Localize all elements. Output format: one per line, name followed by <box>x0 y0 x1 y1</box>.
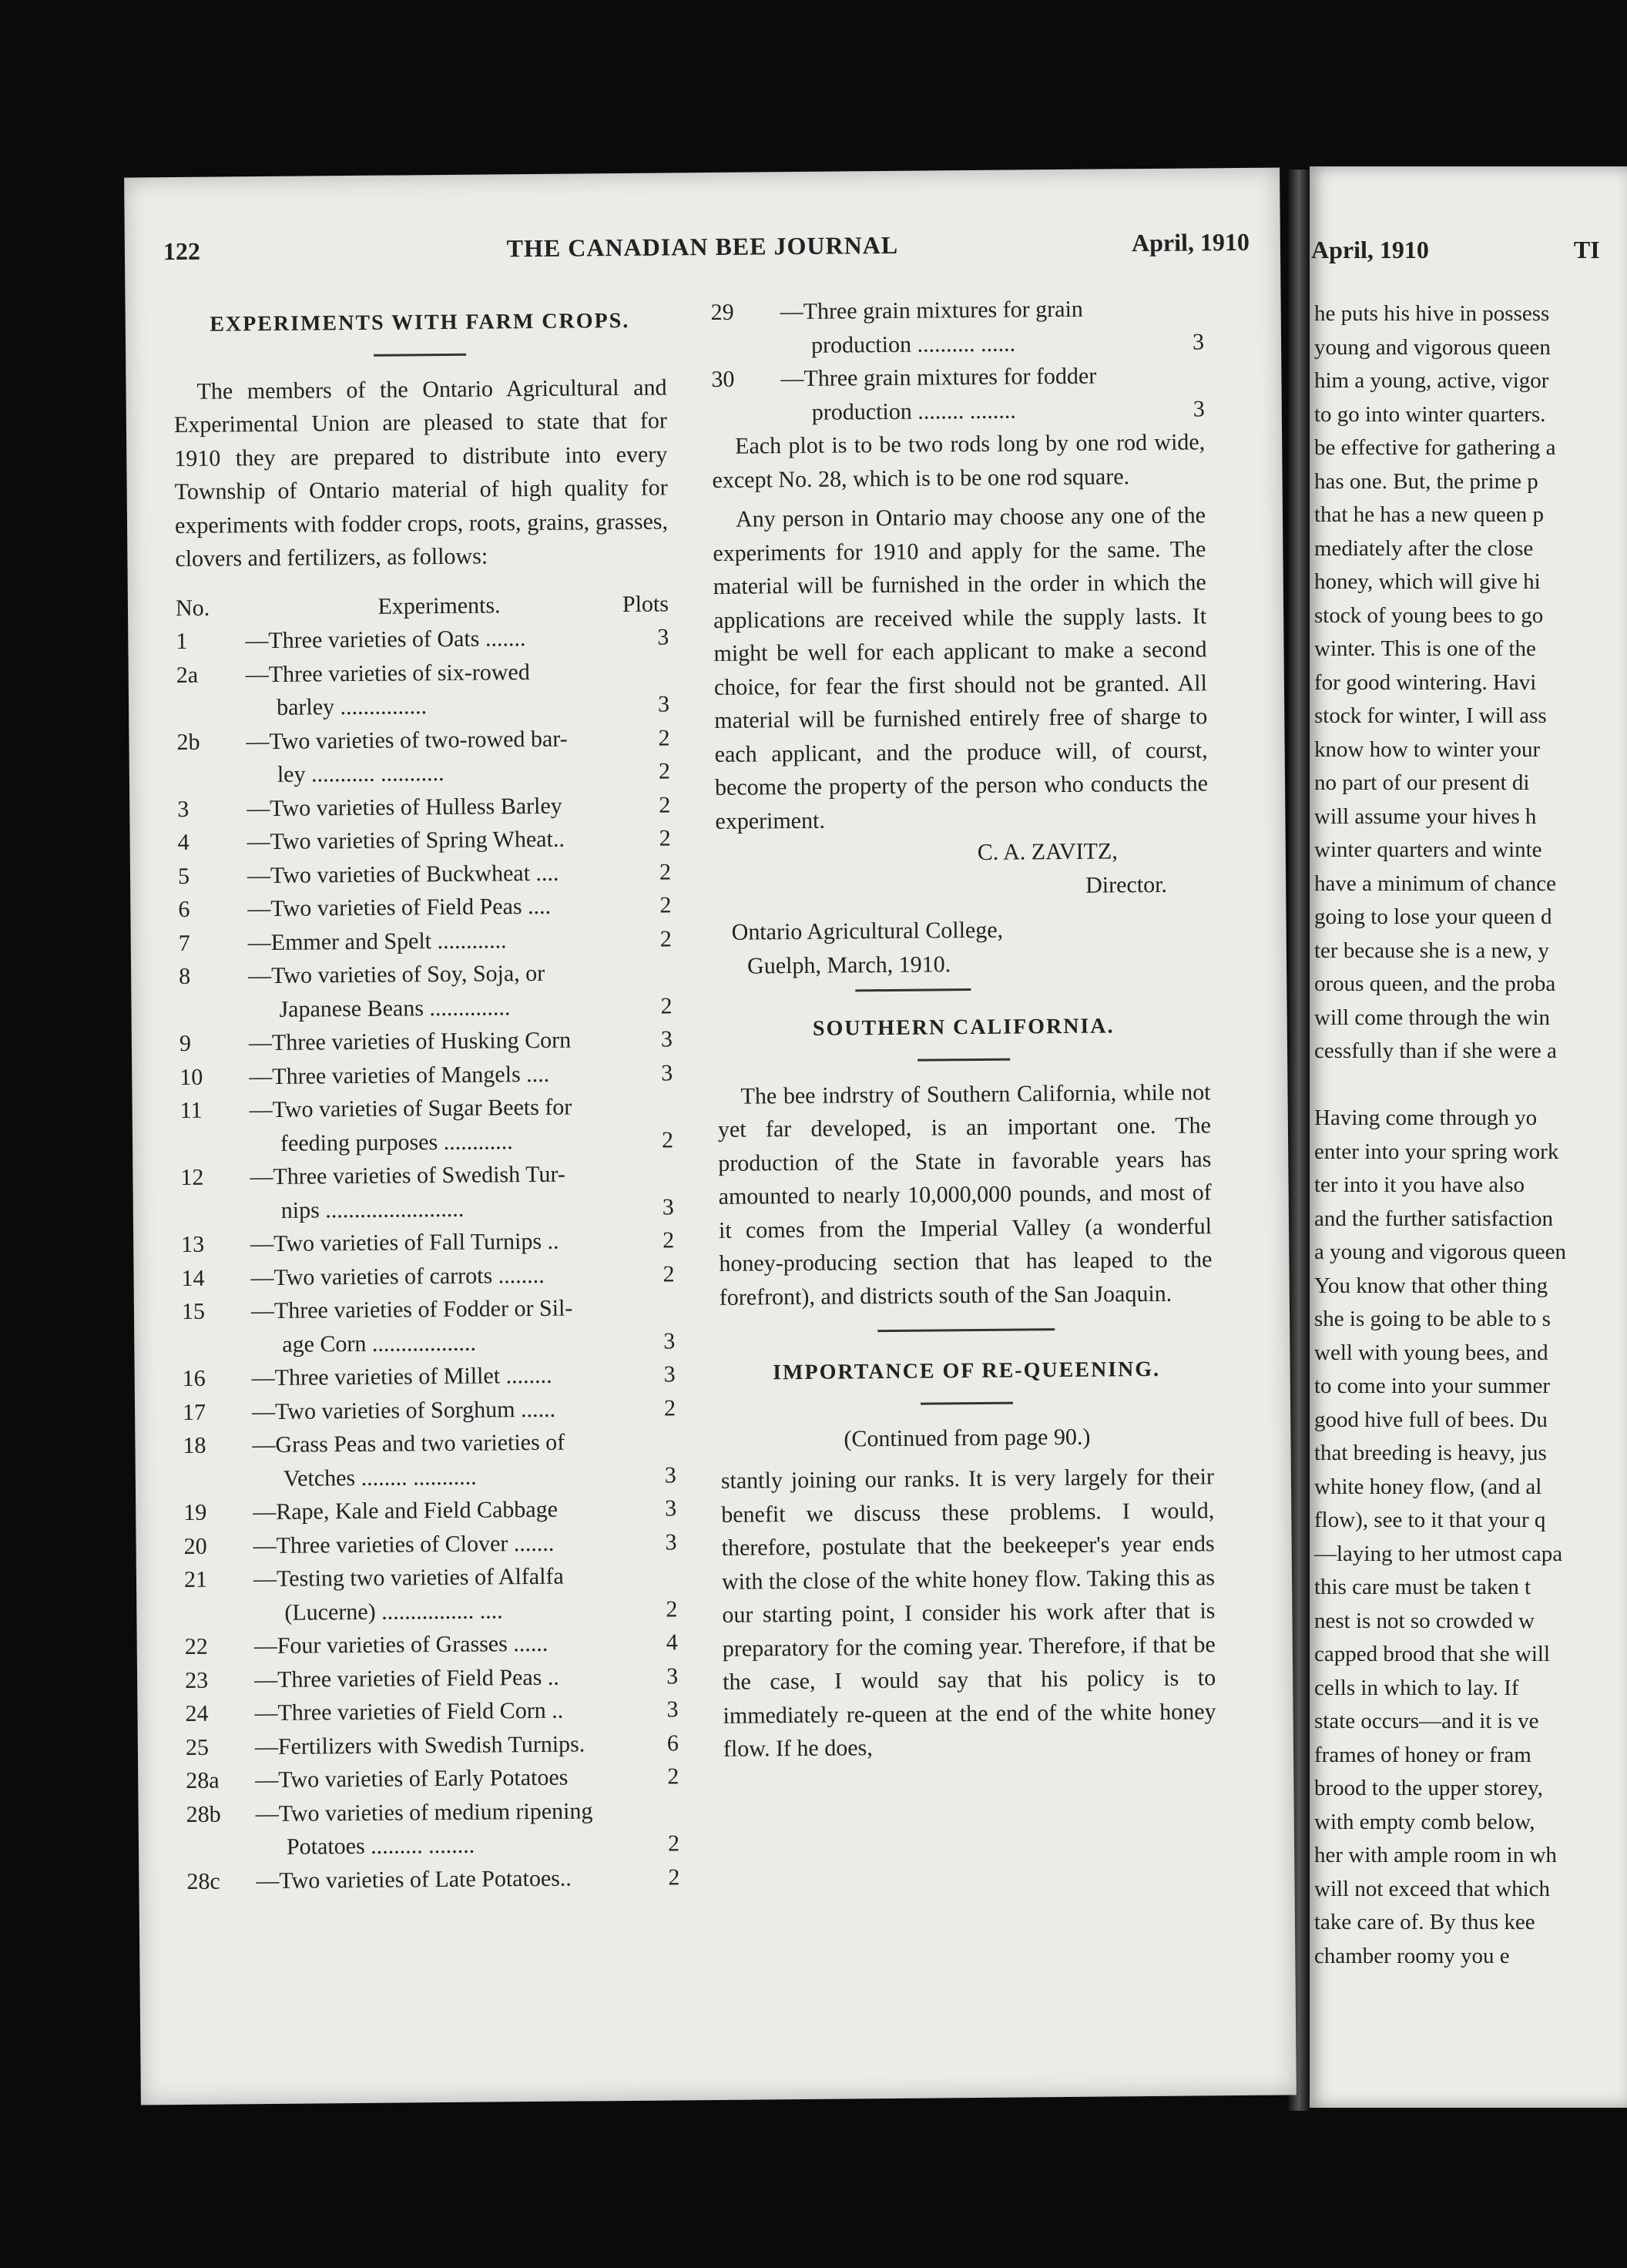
experiment-row <box>177 821 670 859</box>
divider <box>877 1328 1055 1332</box>
experiment-row <box>182 1324 675 1362</box>
text-line: flow), see to it that your q <box>1314 1508 1546 1532</box>
experiments-table-continued <box>710 291 1204 430</box>
right-page-date: April, 1910 <box>1311 236 1429 263</box>
right-page-title-fragment: TI <box>1573 236 1600 263</box>
experiment-text: —Grass Peas and two varieties of <box>252 1429 565 1458</box>
text-line: that he has a new queen p <box>1314 502 1544 527</box>
experiment-text: —Three varieties of six-rowed <box>245 659 530 687</box>
experiment-plots: 2 <box>659 791 671 818</box>
experiment-number: 16 <box>182 1365 206 1391</box>
experiment-row <box>178 888 671 926</box>
experiment-number: 17 <box>182 1399 206 1425</box>
page-header <box>125 227 1280 276</box>
experiment-number: 10 <box>179 1064 203 1090</box>
experiment-plots: 2 <box>661 1126 674 1153</box>
text-line: going to lose your queen d <box>1314 904 1552 929</box>
experiment-plots: 2 <box>660 992 673 1019</box>
experiment-row <box>182 1290 675 1328</box>
experiment-row <box>179 922 672 960</box>
experiment-text: —Two varieties of carrots ........ <box>250 1262 545 1290</box>
divider <box>374 353 466 356</box>
text-line: ter because she is a new, y <box>1314 938 1549 963</box>
experiment-plots: 2 <box>659 892 672 918</box>
experiment-text: —Emmer and Spelt ............ <box>247 927 507 955</box>
experiment-row <box>711 358 1204 396</box>
experiment-text: —Testing two varieties of Alfalfa <box>253 1563 564 1592</box>
experiment-number: 28b <box>186 1801 221 1827</box>
text-line: mediately after the close <box>1314 535 1534 561</box>
text-line: know how to winter your <box>1314 736 1541 762</box>
experiment-number: 28a <box>186 1767 220 1793</box>
text-line: Having come through yo <box>1314 1105 1538 1130</box>
experiment-number: 2a <box>176 662 199 688</box>
text-line: cells in which to lay. If <box>1314 1675 1519 1700</box>
experiment-plots: 2 <box>659 858 672 885</box>
experiment-text: age Corn .................. <box>282 1330 477 1357</box>
experiment-text: —Three varieties of Millet ........ <box>251 1362 552 1391</box>
experiment-number: 6 <box>178 896 190 923</box>
experiment-text: —Three varieties of Fodder or Sil- <box>250 1295 573 1324</box>
text-line: stock for winter, I will ass <box>1314 703 1547 728</box>
text-line: will assume your hives h <box>1314 804 1537 829</box>
experiment-plots: 3 <box>661 1059 673 1086</box>
text-line: You know that other thing <box>1314 1273 1548 1298</box>
experiment-plots: 2 <box>668 1864 680 1891</box>
address-line-2: Guelph, March, 1910. <box>746 951 951 979</box>
experiment-number: 11 <box>179 1097 203 1124</box>
text-line: no part of our present di <box>1314 770 1530 795</box>
experiment-text: —Three varieties of Clover ....... <box>253 1530 555 1558</box>
text-line: take care of. By thus kee <box>1314 1910 1535 1934</box>
experiment-number: 5 <box>177 863 190 889</box>
experiment-plots: 3 <box>662 1193 674 1220</box>
text-line: nest is not so crowded w <box>1314 1608 1535 1633</box>
experiment-number: 4 <box>177 829 190 856</box>
text-line: to come into your summer <box>1314 1374 1551 1398</box>
experiment-plots: 2 <box>658 758 671 784</box>
experiment-row <box>176 721 669 759</box>
experiment-text: —Two varieties of Sugar Beets for <box>249 1094 572 1123</box>
experiment-number: 18 <box>183 1432 206 1458</box>
experiment-text: nips ........................ <box>280 1196 465 1223</box>
experiment-row <box>183 1391 676 1429</box>
experiment-text: —Two varieties of Late Potatoes.. <box>256 1865 572 1894</box>
experiment-plots: 2 <box>667 1763 679 1790</box>
text-line: she is going to be able to s <box>1314 1307 1551 1331</box>
continued-note: (Continued from page 90.) <box>844 1424 1091 1452</box>
experiment-plots: 3 <box>664 1461 676 1488</box>
experiment-row <box>183 1525 676 1563</box>
experiment-plots: 6 <box>666 1730 679 1756</box>
experiment-row <box>186 1793 679 1831</box>
southern-california-body: The bee indrstry of Southern California, while not yet far developed, is an important one. The production of the State in favorable years has amounted to nearly 10,000,000 pounds, and most of it comes from the Imperial Valley (a wonderful honey-producing section that has leaped to the forefront), and districts south of the San Joaquin. <box>717 1079 1213 1310</box>
experiment-row <box>180 1156 673 1194</box>
experiment-plots: 2 <box>666 1595 678 1622</box>
experiment-text: ley ........... ........... <box>277 760 444 787</box>
experiment-plots: 2 <box>667 1830 680 1857</box>
text-line: orous queen, and the proba <box>1314 971 1556 996</box>
text-line: to go into winter quarters. <box>1314 401 1546 427</box>
experiment-text: —Three varieties of Husking Corn <box>248 1027 572 1056</box>
experiment-plots: 2 <box>659 925 672 952</box>
text-line: be effective for gathering a <box>1314 435 1556 460</box>
text-line: winter quarters and winte <box>1314 837 1542 862</box>
text-line: white honey flow, (and al <box>1314 1474 1542 1499</box>
page-number: 122 <box>163 237 201 266</box>
text-line: young and vigorous queen <box>1314 334 1551 360</box>
experiment-row <box>186 1860 679 1898</box>
experiment-number: 25 <box>185 1734 210 1760</box>
text-line: will not exceed that which <box>1314 1876 1551 1901</box>
experiment-number: 19 <box>183 1499 207 1525</box>
experiment-plots: 3 <box>1192 328 1205 354</box>
experiment-text: —Two varieties of medium ripening <box>255 1797 593 1827</box>
experiment-text: production .......... ...... <box>810 330 1016 358</box>
text-line: a young and vigorous queen <box>1314 1240 1566 1264</box>
experiments-table <box>176 620 679 1898</box>
experiment-text: Potatoes ......... ........ <box>286 1832 475 1860</box>
journal-title: THE CANADIAN BEE JOURNAL <box>506 230 899 263</box>
experiment-number: 12 <box>180 1164 204 1191</box>
address-line-1: Ontario Agricultural College, <box>731 917 1004 945</box>
experiment-plots: 2 <box>658 724 670 751</box>
text-line: have a minimum of chance <box>1314 871 1557 896</box>
any-person-paragraph: Any person in Ontario may choose any one of the experiments for 1910 and apply for the same. The material will be furnished in the order in which the applications are received while the supply lasts. It might be well for each applicant to make a second choice, for fear the first should not be granted. All material will be furnished entirely free of sharge to each applicant, and the produce will, of courst, become the property of the person who conducts the experiment. <box>713 502 1209 834</box>
experiment-plots: 4 <box>666 1629 678 1656</box>
experiment-text: —Two varieties of Early Potatoes <box>255 1764 569 1793</box>
experiment-row <box>179 1089 673 1127</box>
experiment-row <box>185 1626 678 1663</box>
experiment-row <box>180 1123 673 1161</box>
experiment-number: 14 <box>181 1265 205 1291</box>
plots-paragraph: Each plot is to be two rods long by one rod wide, except No. 28, which is to be one rod square. <box>712 429 1206 493</box>
table-header <box>176 587 669 625</box>
issue-date: April, 1910 <box>1131 227 1250 257</box>
text-line: and the further satisfaction <box>1314 1206 1554 1231</box>
experiment-number: 2b <box>176 729 200 755</box>
experiment-text: —Four varieties of Grasses ...... <box>253 1630 548 1659</box>
experiment-text: —Two varieties of two-rowed bar- <box>246 726 568 754</box>
experiment-row <box>183 1357 676 1395</box>
experiment-row <box>176 620 669 658</box>
text-line: for good wintering. Havi <box>1314 669 1537 695</box>
right-page-header <box>1311 236 1600 264</box>
text-line: good hive full of bees. Du <box>1314 1407 1548 1432</box>
experiment-row <box>712 392 1205 430</box>
column-right <box>710 291 1216 1766</box>
experiment-row <box>176 687 669 725</box>
experiment-plots: 3 <box>657 691 670 717</box>
text-line: honey, which will give hi <box>1314 569 1541 594</box>
experiment-row <box>183 1458 676 1496</box>
text-line: state occurs—and it is ve <box>1314 1709 1539 1733</box>
experiment-number: 20 <box>183 1533 207 1559</box>
experiment-number: 9 <box>179 1030 192 1057</box>
divider <box>921 1401 1013 1404</box>
experiment-number: 3 <box>177 796 190 822</box>
text-line: he puts his hive in possess <box>1314 301 1550 326</box>
experiment-text: —Three grain mixtures for grain <box>780 296 1083 325</box>
experiment-row <box>186 1760 679 1797</box>
experiment-plots: 3 <box>666 1662 679 1689</box>
experiment-text: —Two varieties of Sorghum ...... <box>251 1396 556 1424</box>
experiment-text: —Fertilizers with Swedish Turnips. <box>254 1730 585 1760</box>
experiment-text: —Three varieties of Swedish Tur- <box>250 1161 565 1190</box>
experiment-row <box>177 754 670 792</box>
experiment-number: 22 <box>184 1633 208 1659</box>
signature-title: Director. <box>1085 871 1168 898</box>
experiment-number: 28c <box>186 1868 220 1894</box>
experiment-row <box>178 855 671 893</box>
experiment-text: Japanese Beans .............. <box>279 994 511 1022</box>
text-line: her with ample room in wh <box>1314 1843 1557 1867</box>
experiment-row <box>184 1558 677 1596</box>
experiment-text: (Lucerne) ................ .... <box>284 1597 503 1626</box>
text-line: will come through the win <box>1314 1005 1551 1030</box>
experiment-row <box>185 1693 678 1730</box>
experiment-text: —Three grain mixtures for fodder <box>780 363 1097 392</box>
experiment-plots: 3 <box>657 624 669 650</box>
requeening-heading: IMPORTANCE OF RE-QUEENING. <box>773 1357 1161 1385</box>
experiment-plots: 2 <box>663 1260 675 1287</box>
experiment-text: Vetches ........ ........... <box>283 1464 477 1491</box>
column-left <box>173 304 680 1898</box>
experiment-text: —Two varieties of Soy, Soja, or <box>248 960 545 989</box>
left-page <box>124 168 1297 2105</box>
experiment-plots: 2 <box>663 1394 676 1421</box>
experiment-text: —Two varieties of Fall Turnips .. <box>250 1228 559 1257</box>
experiment-text: —Two varieties of Hulless Barley <box>247 793 562 821</box>
text-line: well with young bees, and <box>1314 1340 1548 1365</box>
experiment-plots: 3 <box>665 1528 677 1555</box>
experiment-row <box>186 1726 679 1764</box>
text-line: winter. This is one of the <box>1314 636 1536 661</box>
experiment-row <box>181 1257 674 1295</box>
experiment-text: —Two varieties of Field Peas .... <box>247 893 552 922</box>
experiment-row <box>181 1190 674 1228</box>
right-page-text <box>1314 297 1627 1973</box>
signature-name: C. A. ZAVITZ, <box>977 838 1118 865</box>
experiment-row <box>179 1056 673 1094</box>
text-line: him a young, active, vigor <box>1314 368 1549 393</box>
experiment-row <box>181 1223 674 1261</box>
experiment-row <box>186 1827 679 1864</box>
text-line: cessfully than if she were a <box>1314 1038 1557 1063</box>
experiment-row <box>176 654 669 692</box>
experiment-text: —Three varieties of Oats ....... <box>245 626 526 654</box>
experiments-intro: The members of the Ontario Agricultural and Experimental Union are pleased to state that for 1910 they are prepared to distribute into every Township of Ontario material of high quality for experiments with fodder crops, roots, grains, grasses, clovers and fertilizers, as follows: <box>173 374 669 572</box>
experiment-row <box>185 1659 678 1697</box>
experiment-plots: 3 <box>665 1495 677 1522</box>
experiment-text: production ........ ........ <box>811 398 1016 425</box>
experiment-plots: 3 <box>663 1327 676 1354</box>
experiment-plots: 3 <box>666 1696 679 1723</box>
experiment-plots: 2 <box>659 825 671 851</box>
text-line: that breeding is heavy, jus <box>1314 1441 1547 1465</box>
experiment-text: barley ............... <box>276 693 428 720</box>
requeening-body: stantly joining our ranks. It is very largely for their benefit we discuss these problems. I would, therefore, postulate that the beekeeper's year ends with the close of the white honey flow. Taking this as our starting point, I consider his work after that is preparatory for the coming year. Therefore, if that be the case, I would say that his policy is to immediately re-queen at the end of the white honey flow. If he does, <box>720 1464 1216 1762</box>
text-line: frames of honey or fram <box>1314 1742 1531 1767</box>
experiment-text: —Three varieties of Field Peas .. <box>253 1664 559 1693</box>
experiment-number: 24 <box>185 1700 209 1726</box>
col-plots-label: Plots <box>622 590 669 617</box>
experiment-plots: 2 <box>663 1227 675 1253</box>
southern-california-heading: SOUTHERN CALIFORNIA. <box>812 1014 1115 1041</box>
experiment-row <box>179 989 672 1027</box>
text-line: with empty comb below, <box>1314 1809 1535 1834</box>
text-line: this care must be taken t <box>1314 1575 1531 1599</box>
text-line: stock of young bees to go <box>1314 602 1544 628</box>
experiment-number: 23 <box>184 1667 209 1693</box>
experiment-row <box>179 955 672 993</box>
experiment-number: 1 <box>176 628 188 655</box>
experiment-row <box>711 325 1204 363</box>
experiment-plots: 3 <box>663 1361 676 1387</box>
text-line: ter into it you have also <box>1314 1173 1525 1197</box>
experiment-number: 7 <box>178 930 190 956</box>
col-no-label: No. <box>175 595 210 621</box>
experiment-number: 8 <box>179 963 191 990</box>
experiment-row <box>184 1592 677 1630</box>
text-line: enter into your spring work <box>1314 1139 1559 1164</box>
text-line: brood to the upper storey, <box>1314 1776 1543 1800</box>
experiment-text: —Three varieties of Mangels .... <box>249 1061 550 1089</box>
experiment-row <box>177 788 670 826</box>
experiment-number: 29 <box>710 299 734 325</box>
text-line <box>1314 1069 1627 1102</box>
experiment-number: 15 <box>181 1298 206 1324</box>
experiment-plots: 3 <box>660 1026 673 1052</box>
experiment-text: —Two varieties of Buckwheat .... <box>247 860 559 888</box>
divider <box>917 1058 1010 1061</box>
experiment-row <box>183 1424 676 1462</box>
experiment-text: —Two varieties of Spring Wheat.. <box>247 826 565 855</box>
experiments-heading: EXPERIMENTS WITH FARM CROPS. <box>210 308 630 337</box>
right-page-fragment <box>1310 166 1627 2108</box>
text-line: chamber roomy you e <box>1314 1943 1510 1968</box>
experiment-number: 21 <box>183 1566 208 1592</box>
col-experiments-label: Experiments. <box>377 592 501 619</box>
experiment-text: feeding purposes ............ <box>280 1128 513 1156</box>
divider <box>855 988 971 991</box>
experiment-text: —Rape, Kale and Field Cabbage <box>253 1496 559 1525</box>
text-line: has one. But, the prime p <box>1314 468 1538 494</box>
experiment-plots: 3 <box>1193 395 1205 421</box>
experiment-number: 30 <box>711 366 735 392</box>
experiment-number: 13 <box>181 1231 205 1257</box>
text-line: capped brood that she will <box>1314 1642 1551 1666</box>
experiment-row <box>183 1491 676 1529</box>
text-line: —laying to her utmost capa <box>1314 1541 1563 1566</box>
experiment-row <box>710 291 1203 329</box>
experiment-row <box>179 1022 673 1060</box>
experiment-text: —Three varieties of Field Corn .. <box>254 1697 564 1726</box>
